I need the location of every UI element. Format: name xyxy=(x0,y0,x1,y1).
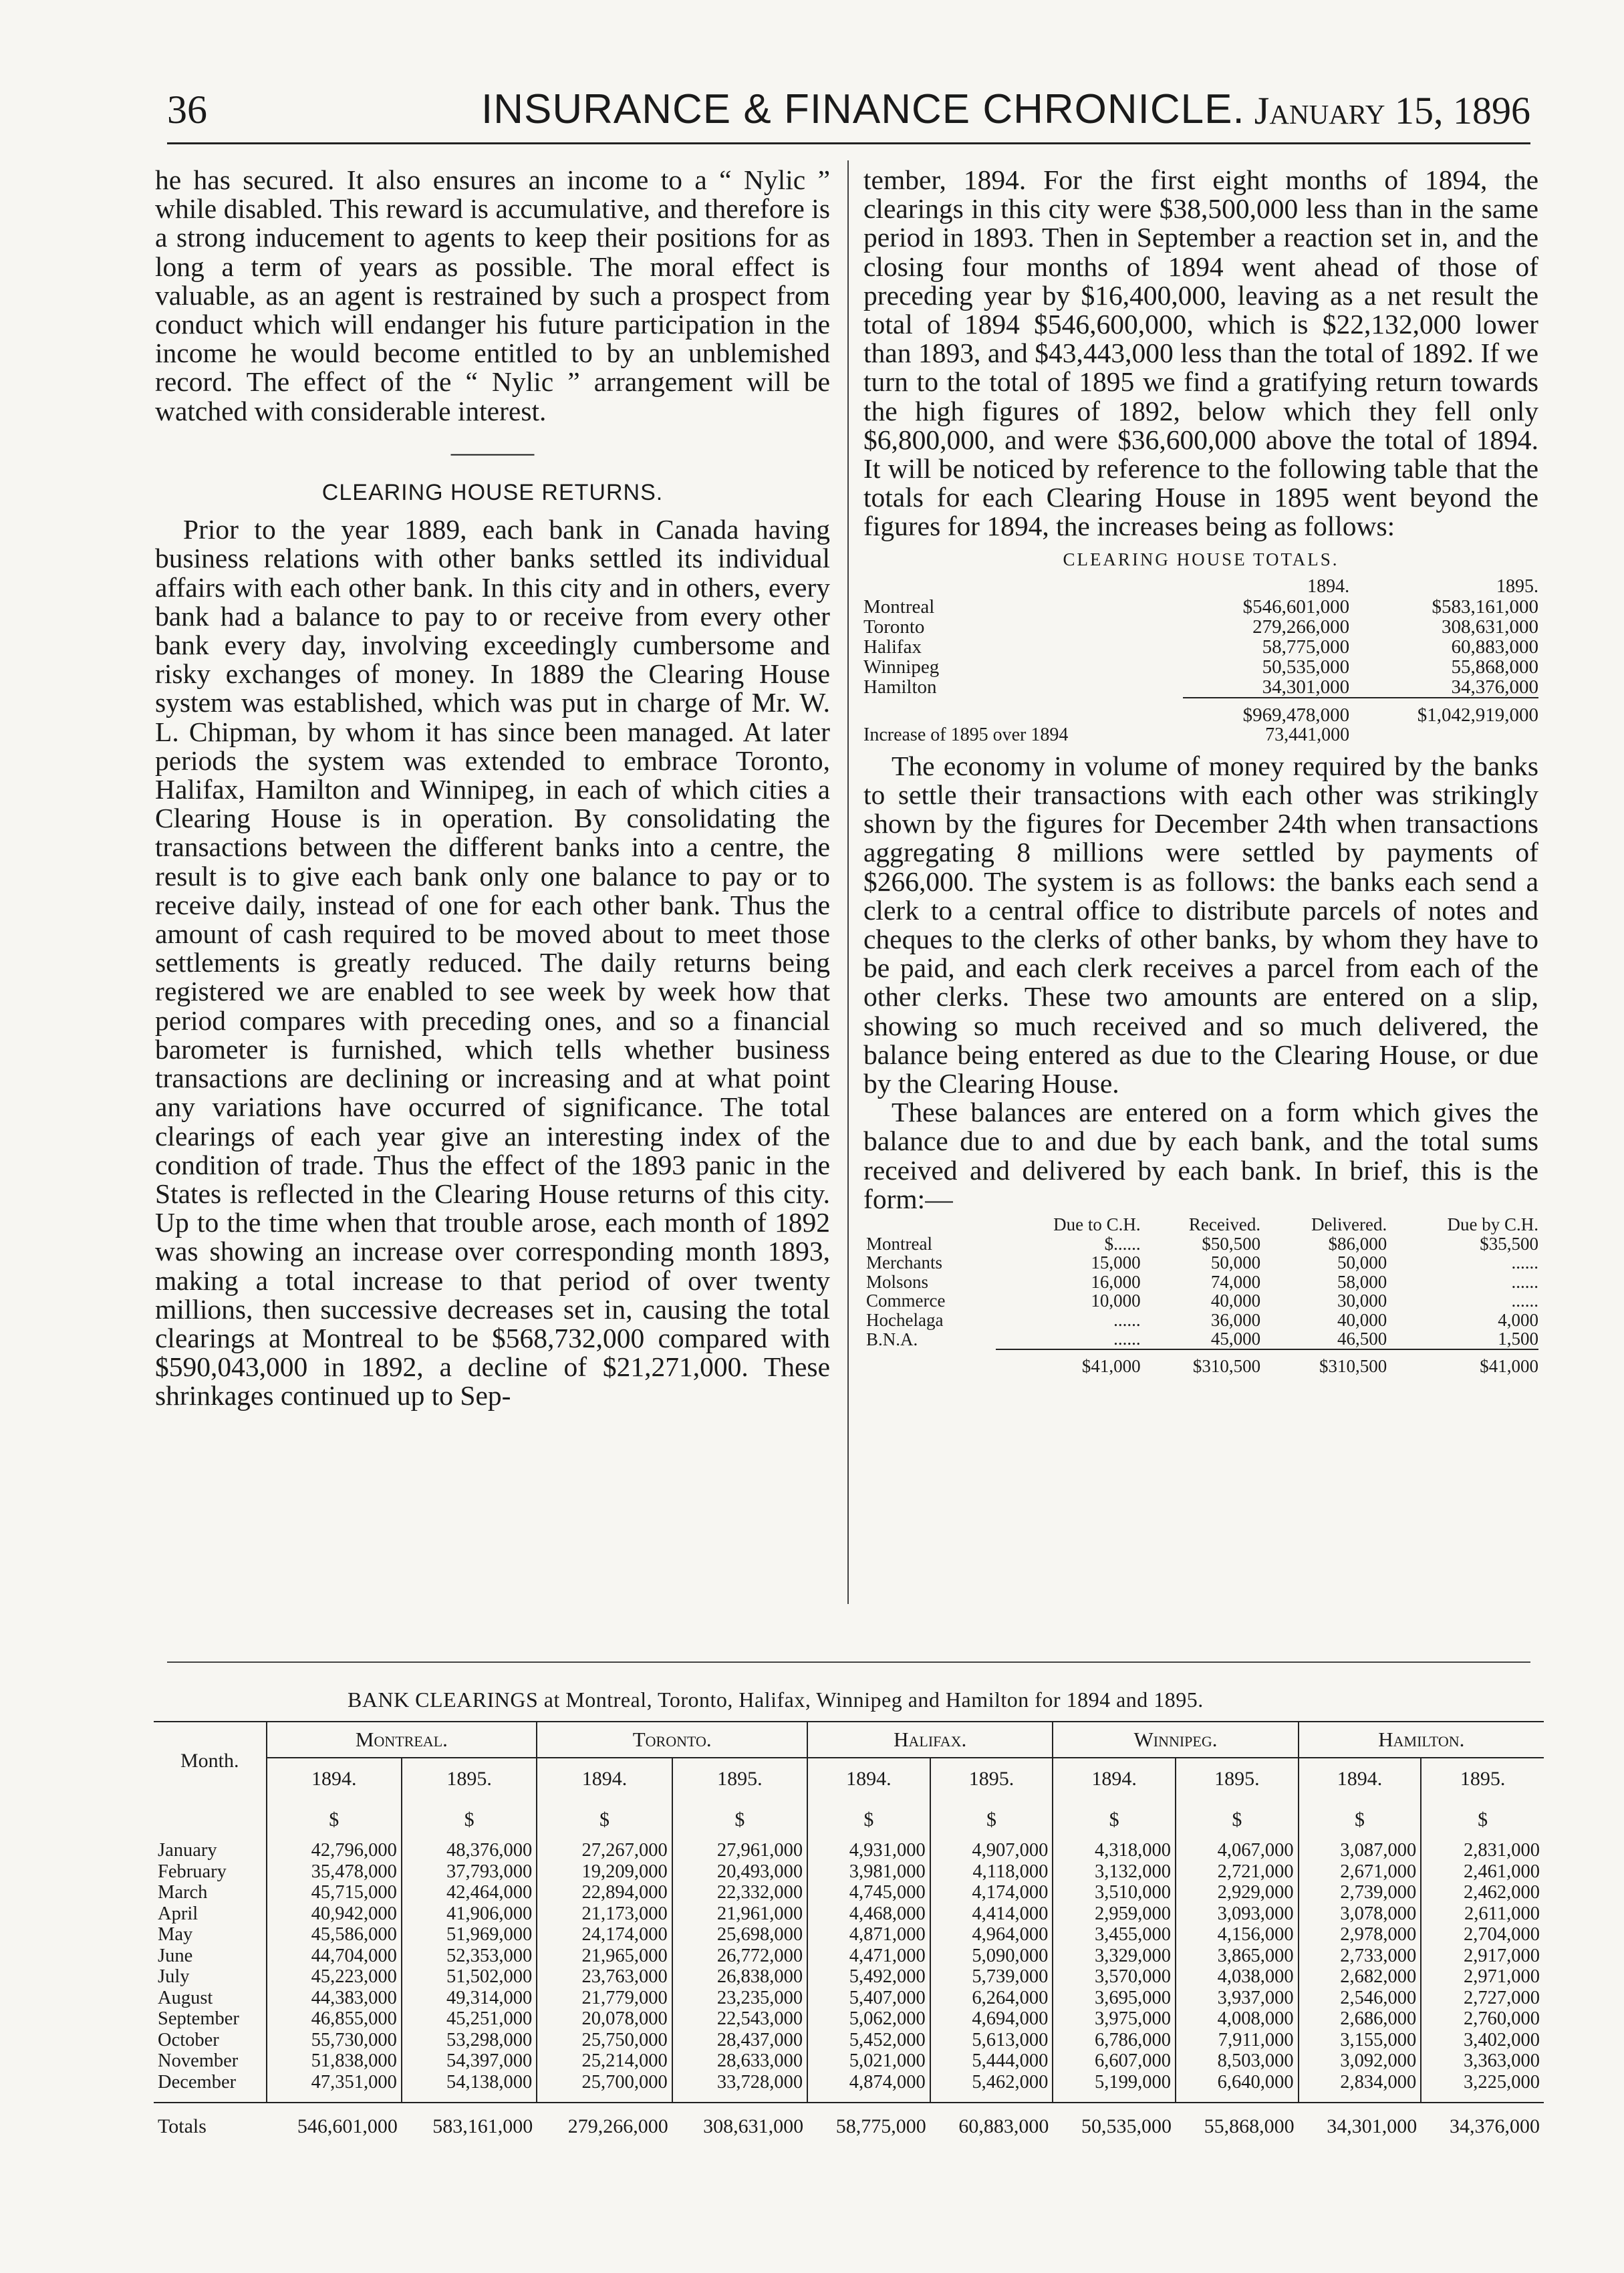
month-label: December xyxy=(154,2072,267,2103)
clearing-value: 48,376,000 xyxy=(402,1840,537,1861)
clearing-value: 45,223,000 xyxy=(267,1966,402,1988)
clearing-value: 5,462,000 xyxy=(930,2072,1053,2103)
clearing-value: 6,786,000 xyxy=(1053,2030,1176,2051)
clearing-value: 8,503,000 xyxy=(1176,2050,1299,2072)
clearing-value: 37,793,000 xyxy=(402,1861,537,1883)
city-header: Montreal. xyxy=(267,1722,537,1758)
clearing-value: 19,209,000 xyxy=(537,1861,672,1883)
clearing-value: 40,942,000 xyxy=(267,1903,402,1925)
clearing-value: 3,975,000 xyxy=(1053,2008,1176,2030)
article-intro-paragraph: he has secured. It also ensures an income to a “ Nylic ” while disabled. This reward is accumulative, and therefore is a strong inducement to agents to keep their positions for as long a term of years as possible. The moral effect is valuable, as an agent is restrained by such a prospect from conduct which will endanger his future participation in the income he would become entitled to by an unblemished record. The effect of the “ Nylic ” arrangement will be watched with considerable interest. xyxy=(155,164,830,426)
clearing-value: 3,570,000 xyxy=(1053,1966,1176,1988)
bank-month-row xyxy=(154,2072,1544,2103)
clearing-value: 3,937,000 xyxy=(1176,1988,1299,2009)
clearing-value: 4,118,000 xyxy=(930,1861,1053,1883)
year-header: 1894. xyxy=(1299,1758,1422,1800)
form-paragraph: These balances are entered on a form which gives the balance due to and due by each bank, and the total sums received and delivered by each bank. In brief, this is the form:— xyxy=(863,1097,1538,1214)
clearing-value: 54,138,000 xyxy=(402,2072,537,2103)
clearing-value: 4,471,000 xyxy=(807,1946,930,1967)
clearing-value: 4,174,000 xyxy=(930,1882,1053,1903)
totals-row: Montreal $546,601,000 $583,161,000 xyxy=(863,595,1538,618)
left-column xyxy=(155,166,830,1411)
clearing-value: 41,906,000 xyxy=(402,1903,537,1925)
currency-symbol: $ xyxy=(672,1800,807,1840)
clearing-value: 5,492,000 xyxy=(807,1966,930,1988)
month-label: February xyxy=(158,1861,227,1882)
clearing-value: 4,468,000 xyxy=(807,1903,930,1925)
totals-row: Winnipeg 50,535,000 55,868,000 xyxy=(863,656,1538,678)
clearing-form-table: Due to C.H. Received. Delivered. Due by C.H. Montreal $...... $50,500 $86,000 $35,500 Merchants 15,000 50,000 50,000 ...... Molsons 16,000 74,000 58,000 ...... Commerce 10,000 40,000 30,000 ...... Hochelaga ...... 36,000 40,000 4,000 B.N.A. ...... 45,000 46,500 1,500 $41,000 $310,500 $310,500 $41,000 xyxy=(863,1215,1538,1375)
currency-symbol: $ xyxy=(267,1800,402,1840)
clearing-value: 4,964,000 xyxy=(930,1924,1053,1946)
year-header: 1894. xyxy=(267,1758,402,1800)
clearing-value: 2,704,000 xyxy=(1421,1924,1544,1946)
totals-col-1895: 1895. xyxy=(1496,575,1538,597)
clearing-value: 4,038,000 xyxy=(1176,1966,1299,1988)
clearing-value: 2,671,000 xyxy=(1299,1861,1422,1883)
clearing-value: 2,686,000 xyxy=(1299,2008,1422,2030)
year-header: 1895. xyxy=(930,1758,1053,1800)
clearing-value: 22,894,000 xyxy=(537,1882,672,1903)
header-rule xyxy=(167,142,1530,144)
clearing-value: 22,543,000 xyxy=(672,2008,807,2030)
clearing-value: 4,907,000 xyxy=(930,1840,1053,1861)
clearing-value: 2,733,000 xyxy=(1299,1946,1422,1967)
clearing-value: 2,611,000 xyxy=(1421,1903,1544,1925)
publication-title: INSURANCE & FINANCE CHRONICLE. xyxy=(481,86,1245,132)
currency-symbol: $ xyxy=(1421,1800,1544,1840)
clearing-value: 25,698,000 xyxy=(672,1924,807,1946)
clearing-value: 44,383,000 xyxy=(267,1988,402,2009)
clearing-value: 25,750,000 xyxy=(537,2030,672,2051)
clearing-value: 3,155,000 xyxy=(1299,2030,1422,2051)
currency-symbol: $ xyxy=(1299,1800,1422,1840)
bank-month-row xyxy=(154,2008,1544,2030)
clearing-value: 27,267,000 xyxy=(537,1840,672,1861)
clearing-value: 6,607,000 xyxy=(1053,2050,1176,2072)
city-header: Hamilton. xyxy=(1299,1722,1544,1758)
month-label: November xyxy=(158,2050,239,2071)
clearing-value: 4,414,000 xyxy=(930,1903,1053,1925)
clearing-value: 3,510,000 xyxy=(1053,1882,1176,1903)
city-header: Winnipeg. xyxy=(1053,1722,1298,1758)
clearing-value: 42,796,000 xyxy=(267,1840,402,1861)
clearing-value: 5,613,000 xyxy=(930,2030,1053,2051)
totals-table-title: CLEARING HOUSE TOTALS. xyxy=(1063,549,1339,569)
currency-symbol: $ xyxy=(1053,1800,1176,1840)
year-header: 1894. xyxy=(537,1758,672,1800)
column-rule xyxy=(847,160,849,1604)
clearing-value: 55,730,000 xyxy=(267,2030,402,2051)
bank-clearings-title: BANK CLEARINGS at Montreal, Toronto, Halifax, Winnipeg and Hamilton for 1894 and 1895. xyxy=(348,1688,1204,1712)
clearing-value: 2,546,000 xyxy=(1299,1988,1422,2009)
clearing-value: 51,969,000 xyxy=(402,1924,537,1946)
clearing-value: 3,087,000 xyxy=(1299,1840,1422,1861)
clearing-value: 24,174,000 xyxy=(537,1924,672,1946)
clearing-value: 51,838,000 xyxy=(267,2050,402,2072)
clearing-value: 2,721,000 xyxy=(1176,1861,1299,1883)
clearing-value: 2,978,000 xyxy=(1299,1924,1422,1946)
clearing-value: 6,264,000 xyxy=(930,1988,1053,2009)
totals-row: Halifax 58,775,000 60,883,000 xyxy=(863,636,1538,658)
clearing-house-totals-table xyxy=(863,577,1538,745)
clearing-value: 25,700,000 xyxy=(537,2072,672,2103)
clearing-value: 45,586,000 xyxy=(267,1924,402,1946)
clearing-value: 3,078,000 xyxy=(1299,1903,1422,1925)
clearing-value: 21,173,000 xyxy=(537,1903,672,1925)
month-label: April xyxy=(158,1903,198,1924)
month-label: October xyxy=(158,2029,219,2050)
month-label: June xyxy=(158,1945,193,1966)
bank-month-row xyxy=(154,2030,1544,2051)
clearing-value: 22,332,000 xyxy=(672,1882,807,1903)
clearing-value: 3,695,000 xyxy=(1053,1988,1176,2009)
clearing-value: 4,694,000 xyxy=(930,2008,1053,2030)
bank-month-row xyxy=(154,2050,1544,2072)
continued-paragraph: tember, 1894. For the first eight months of 1894, the clearings in this city were $38,500,000 less than in the same period in 1893. Then in September a reaction set in, and the closing four months of 1894 went ahead of those of preceding year by $16,400,000, leaving as a net result the total of 1894 $546,600,000, which is $22,132,000 lower than 1893, and $43,443,000 less than the total of 1892. If we turn to the total of 1895 we find a gratifying return towards the high figures of 1892, below which they fell only $6,800,000, and were $36,600,000 above the total of 1894. It will be noticed by reference to the following table that the totals for each Clearing House in 1895 went beyond the figures for 1894, the increases being as follows: xyxy=(863,164,1538,542)
clearing-value: 33,728,000 xyxy=(672,2072,807,2103)
clearing-value: 23,763,000 xyxy=(537,1966,672,1988)
year-header: 1894. xyxy=(807,1758,930,1800)
month-label: July xyxy=(158,1966,190,1987)
bank-totals-row: Totals 546,601,000 583,161,000 279,266,000 308,631,000 58,775,000 60,883,000 50,535,000 55,868,000 34,301,000 34,376,000 xyxy=(154,2103,1544,2138)
clearing-value: 20,078,000 xyxy=(537,2008,672,2030)
clearing-value: 2,739,000 xyxy=(1299,1882,1422,1903)
right-column xyxy=(863,166,1538,1382)
clearing-value: 2,971,000 xyxy=(1421,1966,1544,1988)
clearing-value: 5,062,000 xyxy=(807,2008,930,2030)
year-header: 1895. xyxy=(402,1758,537,1800)
clearing-value: 5,739,000 xyxy=(930,1966,1053,1988)
bank-month-row xyxy=(154,1840,1544,1861)
clearing-value: 20,493,000 xyxy=(672,1861,807,1883)
clearing-value: 54,397,000 xyxy=(402,2050,537,2072)
clearing-value: 49,314,000 xyxy=(402,1988,537,2009)
clearing-value: 2,462,000 xyxy=(1421,1882,1544,1903)
clearing-value: 3,455,000 xyxy=(1053,1924,1176,1946)
clearing-value: 7,911,000 xyxy=(1176,2030,1299,2051)
clearing-value: 4,008,000 xyxy=(1176,2008,1299,2030)
form-row: B.N.A. ...... 45,000 46,500 1,500 xyxy=(866,1329,1538,1349)
form-row: Merchants 15,000 50,000 50,000 ...... xyxy=(866,1252,1538,1273)
currency-symbol: $ xyxy=(1176,1800,1299,1840)
clearing-value: 3,981,000 xyxy=(807,1861,930,1883)
form-row: Montreal $...... $50,500 $86,000 $35,500 xyxy=(866,1233,1538,1254)
clearing-value: 4,156,000 xyxy=(1176,1924,1299,1946)
clearing-value: 5,407,000 xyxy=(807,1988,930,2009)
totals-label: Totals xyxy=(154,2103,267,2138)
clearing-value: 4,067,000 xyxy=(1176,1840,1299,1861)
bank-month-row xyxy=(154,1861,1544,1883)
clearing-value: 3,225,000 xyxy=(1421,2072,1544,2103)
totals-sum-row: $969,478,000 $1,042,919,000 xyxy=(863,698,1538,725)
clearing-value: 47,351,000 xyxy=(267,2072,402,2103)
clearing-value: 28,437,000 xyxy=(672,2030,807,2051)
clearing-value: 23,235,000 xyxy=(672,1988,807,2009)
page-header xyxy=(167,80,1530,140)
year-header: 1895. xyxy=(1176,1758,1299,1800)
bank-month-row xyxy=(154,1988,1544,2009)
clearing-value: 45,715,000 xyxy=(267,1882,402,1903)
bank-clearings-table xyxy=(154,1721,1544,2138)
issue-date: January 15, 1896 xyxy=(1254,89,1530,132)
bank-month-row xyxy=(154,1903,1544,1925)
clearing-value: 51,502,000 xyxy=(402,1966,537,1988)
clearing-value: 3,092,000 xyxy=(1299,2050,1422,2072)
clearing-value: 2,760,000 xyxy=(1421,2008,1544,2030)
totals-row: Toronto 279,266,000 308,631,000 xyxy=(863,616,1538,638)
clearing-value: 3,363,000 xyxy=(1421,2050,1544,2072)
table-top-rule xyxy=(167,1661,1530,1663)
clearing-value: 4,931,000 xyxy=(807,1840,930,1861)
clearing-value: 3,093,000 xyxy=(1176,1903,1299,1925)
clearing-value: 25,214,000 xyxy=(537,2050,672,2072)
bank-month-row xyxy=(154,1946,1544,1967)
clearing-house-paragraph: Prior to the year 1889, each bank in Canada having business relations with other banks settled its individual affairs with each other bank. In this city and in others, every bank had a balance to pay to or receive from every other bank every day, involving exceedingly cumbersome and risky exchanges of money. In 1889 the Clearing House system was established, which was put in charge of Mr. W. L. Chipman, by whom it has since been managed. At later periods the system was extended to embrace Toronto, Halifax, Hamilton and Winnipeg, in each of which cities a Clearing House is in operation. By consolidating the transactions between the different banks into a centre, the result is to give each bank only one balance to pay or to receive daily, instead of one for each other bank. Thus the amount of cash required to be moved about to meet those settlements is greatly reduced. The daily returns being registered we are enabled to see week by week how that period compares with preceding ones, and so a financial barometer is furnished, which tells whether business transactions are declining or increasing and at what point any variations have occurred of significance. The total clearings of each year give an interesting index of the condition of trade. Thus the effect of the 1893 panic in the States is reflected in the Clearing House returns of this city. Up to the time when that trouble arose, each month of 1892 was showing an increase over corresponding month 1893, making a total increase to that period of over twenty millions, then successive decreases set in, causing the total clearings at Montreal to be $568,732,000 compared with $590,043,000 in 1892, a decline of $21,271,000. These shrinkages continued up to Sep- xyxy=(155,514,830,1412)
totals-col-1894: 1894. xyxy=(1307,575,1350,597)
clearing-value: 3,865,000 xyxy=(1176,1946,1299,1967)
totals-row: Hamilton 34,301,000 34,376,000 xyxy=(863,676,1538,698)
clearing-value: 5,021,000 xyxy=(807,2050,930,2072)
clearing-value: 2,917,000 xyxy=(1421,1946,1544,1967)
clearing-value: 44,704,000 xyxy=(267,1946,402,1967)
clearing-value: 52,353,000 xyxy=(402,1946,537,1967)
page-number: 36 xyxy=(167,88,207,132)
clearing-value: 28,633,000 xyxy=(672,2050,807,2072)
increase-row: Increase of 1895 over 1894 73,441,000 xyxy=(863,724,1350,745)
clearing-value: 21,965,000 xyxy=(537,1946,672,1967)
clearing-value: 2,959,000 xyxy=(1053,1903,1176,1925)
clearing-value: 6,640,000 xyxy=(1176,2072,1299,2103)
month-label: August xyxy=(158,1987,213,2008)
clearing-value: 4,874,000 xyxy=(807,2072,930,2103)
form-totals-row: $41,000 $310,500 $310,500 $41,000 xyxy=(863,1349,1538,1376)
clearing-value: 2,461,000 xyxy=(1421,1861,1544,1883)
clearing-value: 45,251,000 xyxy=(402,2008,537,2030)
year-header: 1895. xyxy=(672,1758,807,1800)
month-header: Month. xyxy=(154,1722,267,1800)
clearing-value: 4,745,000 xyxy=(807,1882,930,1903)
clearing-value: 27,961,000 xyxy=(672,1840,807,1861)
currency-symbol: $ xyxy=(402,1800,537,1840)
economy-paragraph: The economy in volume of money required by the banks to settle their transactions with each other was strikingly shown by the figures for December 24th when transactions aggregating 8 millions were settled by payments of $266,000. The system is as follows: the banks each send a clerk to a central office to distribute parcels of notes and cheques to the clerks of other banks, by whom they have to be paid, and each clerk receives a parcel from each of the other clerks. These two amounts are entered on a slip, showing so much received and so much delivered, the balance being entered as due to the Clearing House, or due by the Clearing House. xyxy=(863,750,1538,1099)
clearing-value: 5,090,000 xyxy=(930,1946,1053,1967)
form-row: Molsons 16,000 74,000 58,000 ...... xyxy=(866,1271,1538,1292)
form-row: Commerce 10,000 40,000 30,000 ...... xyxy=(866,1291,1538,1311)
clearing-value: 4,871,000 xyxy=(807,1924,930,1946)
city-header: Halifax. xyxy=(807,1722,1053,1758)
month-label: September xyxy=(158,2008,239,2029)
city-header: Toronto. xyxy=(537,1722,807,1758)
clearing-value: 2,682,000 xyxy=(1299,1966,1422,1988)
currency-symbol: $ xyxy=(930,1800,1053,1840)
clearing-value: 26,838,000 xyxy=(672,1966,807,1988)
section-title: CLEARING HOUSE RETURNS. xyxy=(321,480,664,506)
bank-month-row xyxy=(154,1924,1544,1946)
clearing-value: 26,772,000 xyxy=(672,1946,807,1967)
clearing-value: 3,132,000 xyxy=(1053,1861,1176,1883)
clearing-value: 5,444,000 xyxy=(930,2050,1053,2072)
form-row: Hochelaga ...... 36,000 40,000 4,000 xyxy=(866,1309,1538,1330)
clearing-value: 5,199,000 xyxy=(1053,2072,1176,2103)
clearing-value: 2,834,000 xyxy=(1299,2072,1422,2103)
clearing-value: 2,727,000 xyxy=(1421,1988,1544,2009)
clearing-value: 4,318,000 xyxy=(1053,1840,1176,1861)
year-header: 1895. xyxy=(1421,1758,1544,1800)
clearing-value: 46,855,000 xyxy=(267,2008,402,2030)
bank-month-row xyxy=(154,1966,1544,1988)
month-label: May xyxy=(158,1924,193,1945)
clearing-value: 2,831,000 xyxy=(1421,1840,1544,1861)
section-divider: ——— xyxy=(450,436,535,467)
clearing-value: 21,779,000 xyxy=(537,1988,672,2009)
currency-symbol: $ xyxy=(807,1800,930,1840)
month-label: March xyxy=(158,1882,208,1903)
clearing-value: 3,402,000 xyxy=(1421,2030,1544,2051)
clearing-value: 3,329,000 xyxy=(1053,1946,1176,1967)
clearing-value: 21,961,000 xyxy=(672,1903,807,1925)
clearing-value: 2,929,000 xyxy=(1176,1882,1299,1903)
month-label: January xyxy=(158,1840,217,1861)
clearing-value: 53,298,000 xyxy=(402,2030,537,2051)
year-header: 1894. xyxy=(1053,1758,1176,1800)
clearing-value: 5,452,000 xyxy=(807,2030,930,2051)
bank-month-row xyxy=(154,1882,1544,1903)
currency-symbol: $ xyxy=(537,1800,672,1840)
clearing-value: 35,478,000 xyxy=(267,1861,402,1883)
clearing-value: 42,464,000 xyxy=(402,1882,537,1903)
